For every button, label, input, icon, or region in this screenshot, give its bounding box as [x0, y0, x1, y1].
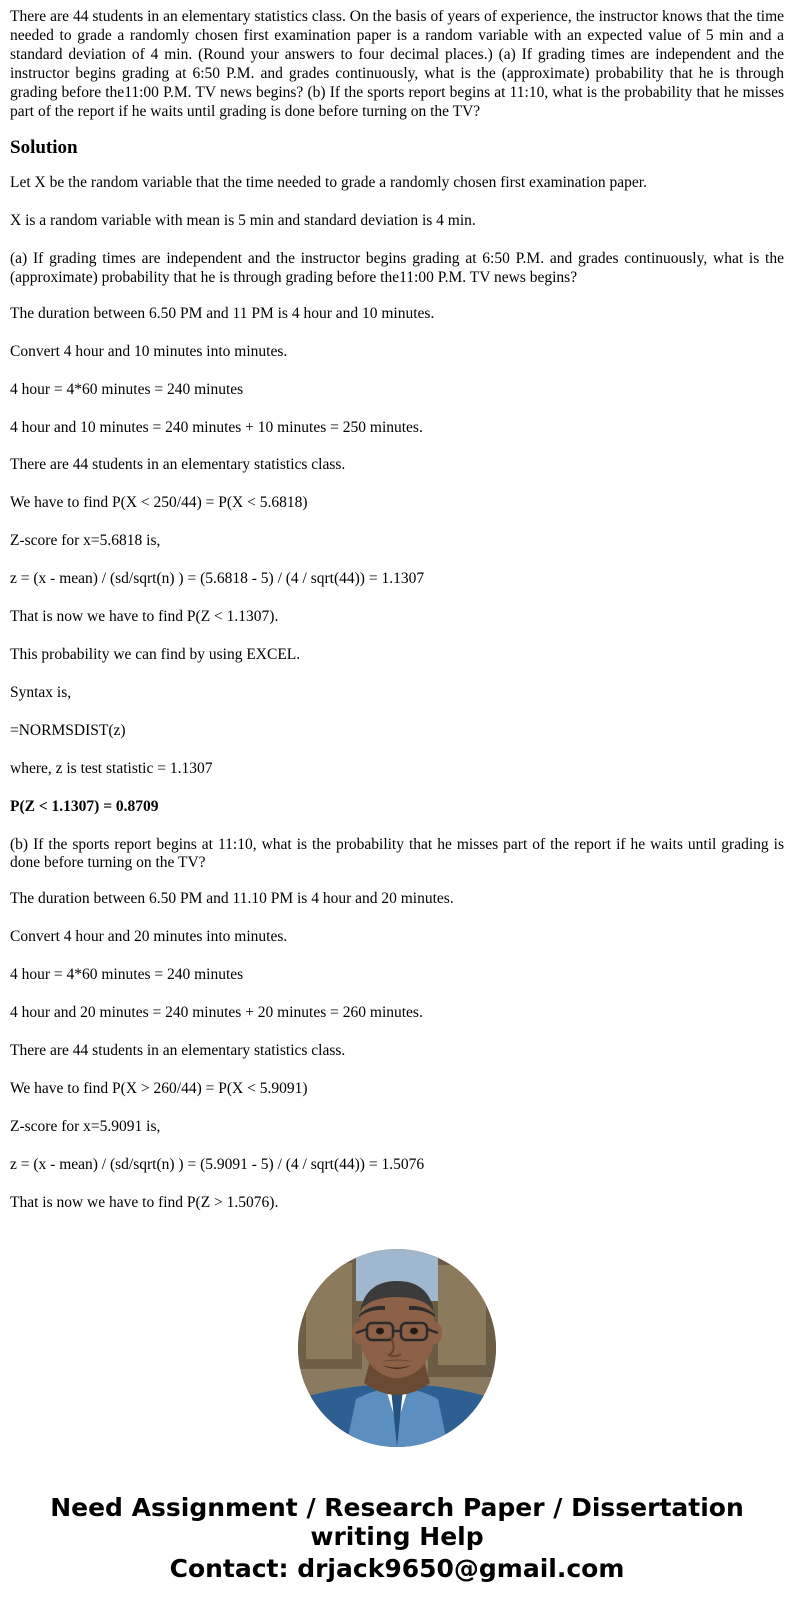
solution-line: z = (x - mean) / (sd/sqrt(n) ) = (5.6818 - 5) / (4 / sqrt(44)) = 1.1307: [10, 570, 425, 588]
solution-line: =NORMSDIST(z): [10, 721, 126, 739]
footer-line-3: Contact: drjack9650@gmail.com: [169, 1553, 625, 1583]
solution-line: There are 44 students in an elementary statistics class.: [10, 1041, 346, 1059]
solution-line: Z-score for x=5.9091 is,: [10, 1117, 161, 1135]
solution-line: 4 hour and 10 minutes = 240 minutes + 10 minutes = 250 minutes.: [10, 418, 423, 436]
footer-line-2: writing Help: [310, 1522, 484, 1552]
avatar: [298, 1249, 496, 1447]
solution-line: Convert 4 hour and 20 minutes into minutes.: [10, 928, 288, 946]
solution-line: We have to find P(X > 260/44) = P(X < 5.9091): [10, 1079, 308, 1097]
solution-line: z = (x - mean) / (sd/sqrt(n) ) = (5.9091 - 5) / (4 / sqrt(44)) = 1.5076: [10, 1155, 425, 1173]
solution-line: There are 44 students in an elementary statistics class.: [10, 456, 346, 474]
solution-line: X is a random variable with mean is 5 min and standard deviation is 4 min.: [10, 212, 476, 230]
solution-line: We have to find P(X < 250/44) = P(X < 5.6818): [10, 494, 308, 512]
solution-line: where, z is test statistic = 1.1307: [10, 759, 213, 777]
solution-line: Convert 4 hour and 10 minutes into minutes.: [10, 342, 288, 360]
solution-line: P(Z < 1.1307) = 0.8709: [10, 797, 159, 815]
footer-contact: [10, 1493, 784, 1613]
solution-line: (b) If the sports report begins at 11:10, what is the probability that he misses part of the report if he waits until grading is done before turning on the TV?: [10, 835, 784, 872]
solution-line: Z-score for x=5.6818 is,: [10, 532, 161, 550]
solution-line: (a) If grading times are independent and the instructor begins grading at 6:50 P.M. and grades continuously, what is the (approximate) probability that he is through grading before the11:00 P.M. TV news begins?: [10, 250, 784, 286]
question-text: There are 44 students in an elementary statistics class. On the basis of years of experience, the instructor knows that the time needed to grade a randomly chosen first examination paper is a random variable with an expected value of 5 min and a standard deviation of 4 min. (Round your answers to four decimal places.) (a) If grading times are independent and the instructor begins grading at 6:50 P.M. and grades continuously, what is the (approximate) probability that he is through grading before the11:00 P.M. TV news begins? (b) If the sports report begins at 11:10, what is the probability that he misses part of the report if he waits until grading is done before turning on the TV?: [10, 8, 784, 120]
solution-line: This probability we can find by using EXCEL.: [10, 646, 301, 664]
solution-line: 4 hour = 4*60 minutes = 240 minutes: [10, 380, 244, 398]
avatar-container: [10, 1249, 784, 1447]
solution-line: 4 hour = 4*60 minutes = 240 minutes: [10, 966, 244, 984]
solution-line: 4 hour and 20 minutes = 240 minutes + 20 minutes = 260 minutes.: [10, 1004, 423, 1022]
solution-heading: Solution: [10, 137, 78, 159]
solution-line: The duration between 6.50 PM and 11.10 PM is 4 hour and 20 minutes.: [10, 890, 454, 908]
solution-line: Syntax is,: [10, 683, 72, 701]
solution-line: The duration between 6.50 PM and 11 PM is 4 hour and 10 minutes.: [10, 304, 435, 322]
solution-line: That is now we have to find P(Z < 1.1307).: [10, 608, 279, 626]
solution-body: [10, 174, 784, 1212]
footer-line-1: Need Assignment / Research Paper / Dissertation: [50, 1492, 744, 1522]
solution-line: That is now we have to find P(Z > 1.5076).: [10, 1193, 279, 1211]
solution-line: Let X be the random variable that the time needed to grade a randomly chosen first examination paper.: [10, 174, 647, 192]
